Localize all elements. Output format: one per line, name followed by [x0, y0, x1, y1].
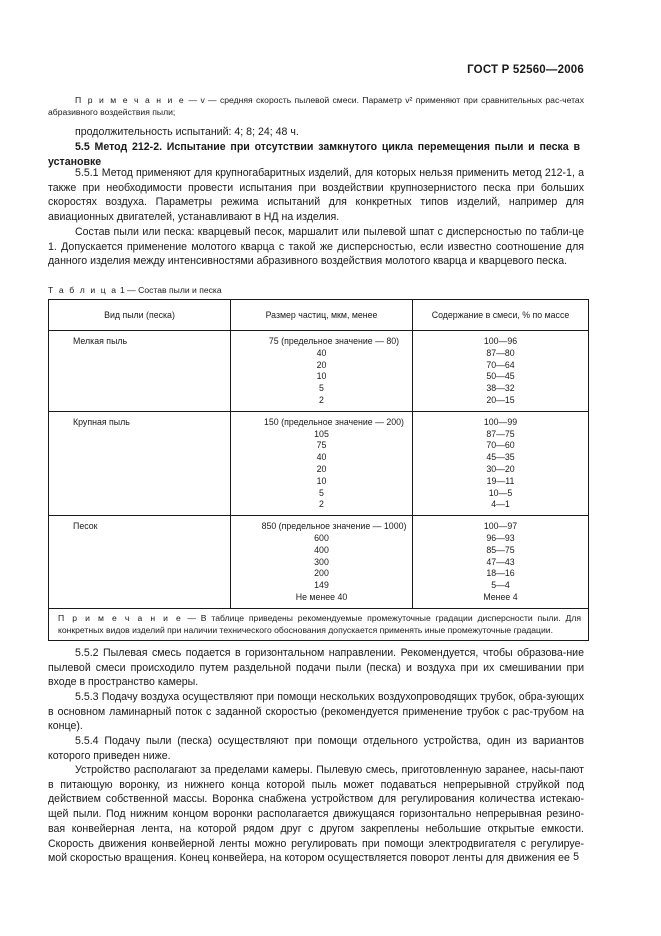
size-value: 40	[316, 347, 327, 358]
size-value: 400	[314, 544, 329, 555]
table-note-text: — В таблице приведены рекомендуемые промежуточные градации дисперсности пыли. Для конкретных видов изделий при наличии технического обоснования допускается применять иные промежуточные градации.	[58, 612, 581, 635]
size-value: 10	[316, 371, 327, 382]
table-row	[49, 331, 589, 412]
content-value: Менее 4	[483, 591, 518, 602]
size-value: 20	[316, 359, 327, 370]
content-value: 70—64	[486, 359, 515, 370]
cell-contents	[413, 411, 589, 515]
content-value: 100—96	[483, 336, 518, 346]
content-value: 85—75	[486, 544, 515, 555]
size-value: 300	[314, 556, 329, 567]
cell-sizes	[231, 516, 413, 609]
content-value: 47—43	[486, 556, 515, 567]
content-value: 100—99	[483, 416, 518, 427]
size-value: 200	[314, 568, 329, 579]
note-top-label: П р и м е ч а н и е	[75, 95, 186, 105]
table-note-label: П р и м е ч а н и е	[58, 612, 183, 623]
content-value: 30—20	[486, 463, 515, 474]
cell-contents	[413, 516, 589, 609]
size-value: 5	[319, 383, 324, 394]
content-value: 96—93	[486, 532, 515, 543]
content-value: 20—15	[486, 394, 515, 405]
paragraph-5-5-4: 5.5.4 Подачу пыли (песка) осуществляют при помощи отдельного устройства, один из вариантов которого приведен ниже.	[48, 735, 584, 762]
cell-sizes	[231, 411, 413, 515]
size-value: 2	[319, 394, 324, 405]
table-caption-text: 1 — Состав пыли и песка	[117, 285, 222, 295]
paragraph-5-5-1: 5.5.1 Метод применяют для крупногабаритных изделий, для которых нельзя применить метод 212-1, а также при необходимости провести испытания при воздействии крупнозернистого песка при больших скоростях воздуха. Параметры режима испытаний для конкретных типов изделий, например для авиационных двигателей, устанавливают в НД на изделия.	[48, 167, 584, 224]
note-top	[48, 94, 584, 118]
content-value: 87—75	[486, 428, 515, 439]
table-caption-label: Т а б л и ц а	[48, 285, 118, 295]
table-note-row	[49, 608, 589, 641]
size-value: Не менее 40	[295, 591, 348, 602]
content-value: 45—35	[486, 452, 515, 463]
test-duration: продолжительность испытаний: 4; 8; 24; 48 ч.	[75, 126, 299, 138]
table-row	[49, 411, 589, 515]
content-value: 18—16	[486, 568, 515, 579]
size-value: 600	[314, 532, 329, 543]
size-value: 105	[314, 428, 329, 439]
header-particle-size: Размер частиц, мкм, менее	[231, 300, 413, 331]
content-value: 19—11	[486, 475, 515, 486]
table-caption	[48, 285, 222, 295]
content-value: 10—5	[488, 487, 513, 498]
content-value: 87—80	[486, 347, 515, 358]
content-value: 38—32	[486, 383, 515, 394]
size-value: 150 (предельное значение — 200)	[264, 416, 404, 427]
content-value: 50—45	[486, 371, 515, 382]
size-value: 75	[316, 440, 327, 451]
paragraph-device: Устройство располагают за пределами камеры. Пылевую смесь, приготовленную заранее, насы-пают в питающую воронку, из нижнего конца которой пыль может подаваться непрерывной струйкой под действием собственной массы. Воронка снабжена устройством для регулирования количества истекаю-щей пыли. Под нижним концом воронки располагается движущаяся горизонтально непрерывная резино-вая конвейерная лента, на которой рядом друг с другом закреплены небольшие открытые емкости. Скорость движения конвейерной ленты можно регулировать при помощи электродвигателя с регулируе-мой скоростью вращения. Конец конвейера, на котором осуществляется поворот ленты для движения ее	[48, 764, 584, 865]
content-value: 70—60	[486, 440, 515, 451]
note-top-text: — v — средняя скорость пылевой смеси. Параметр v² применяют при сравнительных рас-четах абразивного воздействия пыли;	[48, 95, 584, 117]
cell-sizes	[231, 331, 413, 412]
size-value: 40	[316, 452, 327, 463]
content-value: 5—4	[491, 580, 510, 591]
size-value: 20	[316, 463, 327, 474]
table-note	[49, 608, 589, 641]
header-dust-type: Вид пыли (песка)	[49, 300, 231, 331]
size-value: 850 (предельное значение — 1000)	[261, 521, 407, 532]
section-5-5-title: 5.5 Метод 212-2. Испытание при отсутствии замкнутого цикла перемещения пыли и песка в установке	[48, 141, 580, 168]
table-header-row	[49, 300, 589, 331]
cell-type: Песок	[49, 516, 231, 609]
document-header: ГОСТ Р 52560—2006	[467, 64, 584, 76]
cell-contents	[413, 331, 589, 412]
paragraph-5-5-3: 5.5.3 Подачу воздуха осуществляют при помощи нескольких воздухопроводящих трубок, обра-зующих в основном ламинарный поток с заданной скоростью (рекомендуется применение трубок с рас-трубом на конце).	[48, 691, 584, 733]
content-value: 100—97	[483, 521, 518, 532]
page-number: 5	[573, 851, 579, 863]
size-value: 75 (предельное значение — 80)	[268, 336, 400, 346]
content-value: 4—1	[491, 499, 510, 510]
header-content: Содержание в смеси, % по массе	[413, 300, 589, 331]
size-value: 2	[319, 499, 324, 510]
paragraph-5-5-2: 5.5.2 Пылевая смесь подается в горизонтальном направлении. Рекомендуется, чтобы образова-ние пылевой смеси происходило путем раздельной подачи пыли (песка) и воздуха при их смешивании при входе в пространство камеры.	[48, 647, 584, 689]
paragraph-composition: Состав пыли или песка: кварцевый песок, маршалит или пылевой шпат с дисперсностью по табли-це 1. Допускается применение молотого кварца с такой же дисперсностью, если известно соотношение для данного изделия между интенсивностями абразивного воздействия молотого кварца и кварцевого песка.	[48, 226, 584, 268]
cell-type: Мелкая пыль	[49, 331, 231, 412]
size-value: 5	[319, 487, 324, 498]
cell-type: Крупная пыль	[49, 411, 231, 515]
dust-composition-table	[48, 299, 589, 641]
size-value: 149	[314, 580, 329, 591]
size-value: 10	[316, 475, 327, 486]
table-row	[49, 516, 589, 609]
